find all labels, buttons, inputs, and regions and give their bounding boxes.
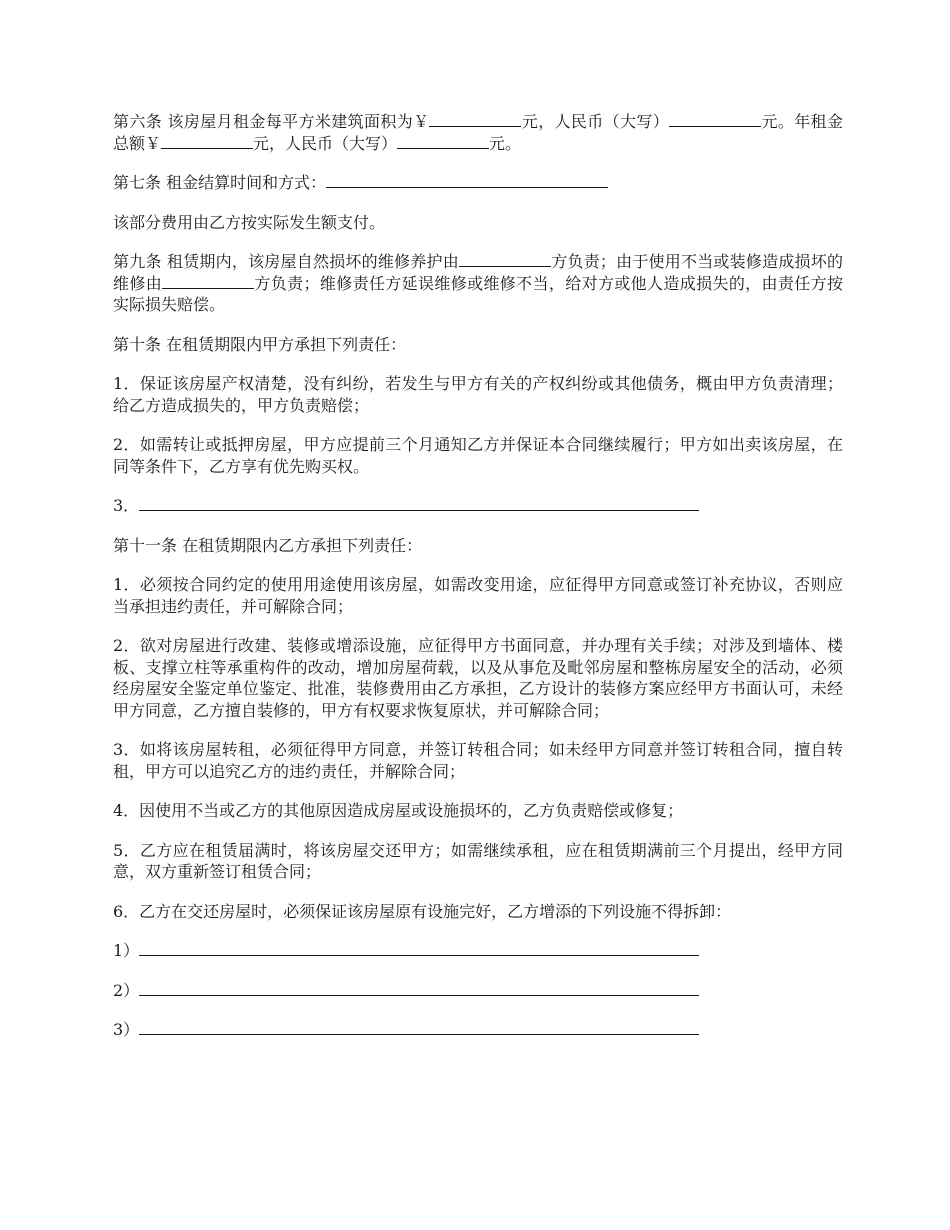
- article-6-text-c: 元。年租金总额￥: [113, 112, 843, 153]
- article-9-text-a: 第九条 租赁期内，该房屋自然损坏的维修养护由: [113, 252, 459, 271]
- article-6-text-d: 元，人民币（大写）: [253, 133, 398, 153]
- article-10-item-3-blank[interactable]: [139, 495, 699, 511]
- article-6-text-a: 第六条 该房屋月租金每平方米建筑面积为￥: [113, 112, 430, 131]
- article-11-item-5: 5．乙方应在租赁届满时，将该房屋交还甲方；如需继续承租，应在租赁期满前三个月提出，经甲方同意，双方重新签订租赁合同；: [113, 840, 843, 881]
- article-9: [113, 251, 843, 316]
- misuse-damage-party-blank[interactable]: [162, 273, 254, 289]
- monthly-rent-per-sqm-blank[interactable]: [429, 111, 521, 127]
- sub-1-label: 1）: [113, 941, 140, 960]
- article-6-text-e: 元。: [489, 133, 522, 153]
- article-6: [113, 111, 843, 154]
- article-9-text-c: 方负责；维修责任方延误维修或维修不当，给对方或他人造成损失的，由责任方按实际损失赔偿。: [113, 273, 843, 314]
- article-11-item-6: 6．乙方在交还房屋时，必须保证该房屋原有设施完好，乙方增添的下列设施不得拆卸：: [113, 901, 732, 921]
- article-10-item-3-label: 3．: [113, 496, 140, 515]
- settlement-method-blank[interactable]: [326, 172, 608, 188]
- article-11-item-1: 1．必须按合同约定的使用用途使用该房屋，如需改变用途，应征得甲方同意或签订补充协议，否则应当承担违约责任，并可解除合同；: [113, 575, 843, 616]
- sub-2-blank[interactable]: [139, 980, 699, 996]
- sub-3-blank[interactable]: [139, 1019, 699, 1035]
- article-11-item-2: 2．欲对房屋进行改建、装修或增添设施，应征得甲方书面同意，并办理有关手续；对涉及到墙体、楼板、支撑立柱等承重构件的改动，增加房屋荷载，以及从事危及毗邻房屋和整栋房屋安全的活动，必须经房屋安全鉴定单位鉴定、批准，装修费用由乙方承担，乙方设计的装修方案应经甲方书面认可，未经甲方同意，乙方擅自装修的，甲方有权要求恢复原状，并可解除合同；: [113, 636, 843, 720]
- article-10-heading: 第十条 在租赁期限内甲方承担下列责任：: [113, 334, 407, 354]
- article-10-item-1: 1．保证该房屋产权清楚，没有纠纷，若发生与甲方有关的产权纠纷或其他债务，概由甲方负责清理；给乙方造成损失的，甲方负责赔偿；: [113, 374, 843, 415]
- article-6-text-b: 元，人民币（大写）: [521, 112, 670, 131]
- article-11-sub-3: [113, 1019, 843, 1041]
- article-11-sub-2: [113, 980, 843, 1002]
- contract-page: [113, 111, 843, 1059]
- sub-3-label: 3）: [113, 1020, 140, 1039]
- annual-rent-total-blank[interactable]: [161, 133, 253, 149]
- article-11-heading: 第十一条 在租赁期限内乙方承担下列责任：: [113, 535, 423, 555]
- article-10-item-3: [113, 495, 843, 517]
- sub-1-blank[interactable]: [139, 940, 699, 956]
- article-7: [113, 172, 843, 194]
- article-9-text-b: 方负责；由于使用不当或装修造成损坏的维修由: [113, 252, 843, 293]
- monthly-rent-uppercase-blank[interactable]: [669, 111, 761, 127]
- article-11-item-3: 3．如将该房屋转租，必须征得甲方同意，并签订转租合同；如未经甲方同意并签订转租合同，擅自转租，甲方可以追究乙方的违约责任，并解除合同；: [113, 740, 843, 781]
- article-11-item-4: 4．因使用不当或乙方的其他原因造成房屋或设施损坏的，乙方负责赔偿或修复；: [113, 801, 684, 820]
- article-10-item-2: 2．如需转让或抵押房屋，甲方应提前三个月通知乙方并保证本合同继续履行；甲方如出卖该房屋，在同等条件下，乙方享有优先购买权。: [113, 435, 843, 476]
- fee-note: 该部分费用由乙方按实际发生额支付。: [113, 212, 386, 232]
- natural-damage-party-blank[interactable]: [459, 251, 551, 267]
- annual-rent-uppercase-blank[interactable]: [397, 133, 489, 149]
- article-7-label: 第七条 租金结算时间和方式：: [113, 173, 327, 192]
- sub-2-label: 2）: [113, 980, 140, 1000]
- article-11-sub-1: [113, 940, 843, 962]
